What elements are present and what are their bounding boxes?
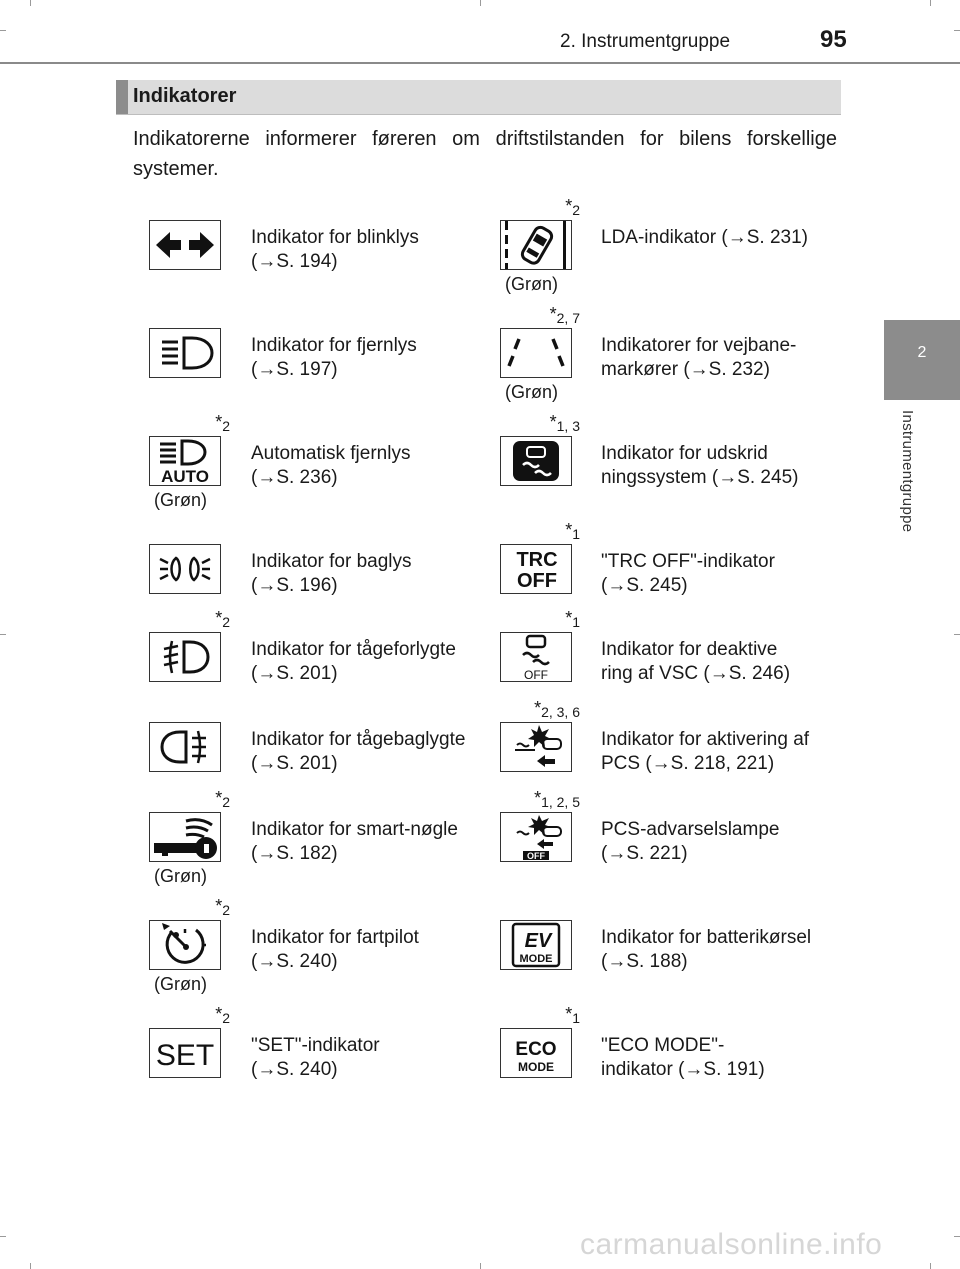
footnote-star: * — [215, 1004, 223, 1024]
icon-label: ECO — [515, 1039, 557, 1060]
indicator-entry — [0, 196, 880, 308]
indicator-entry — [0, 788, 880, 900]
indicator-description: "TRC OFF"-indikator (→S. 245) — [601, 551, 775, 596]
lane-markers-icon — [500, 328, 572, 378]
lda-icon — [500, 220, 572, 270]
running-header: 2. Instrumentgruppe — [560, 31, 731, 52]
indicator-description: "ECO MODE"- indikator (→S. 191) — [601, 1035, 765, 1080]
icon-label: OFF — [524, 668, 548, 681]
footnote-marker — [565, 520, 580, 544]
footnote-numbers: 2 — [222, 418, 230, 434]
footnote-star: * — [215, 896, 223, 916]
eco-mode-icon-graphic — [501, 1029, 571, 1077]
slip-indicator-icon — [500, 436, 572, 486]
footnote-marker — [565, 1004, 580, 1028]
vsc-off-icon — [500, 632, 572, 682]
icon-label: AUTO — [161, 467, 209, 485]
indicator-entry — [0, 900, 880, 1008]
section-heading-bar — [116, 80, 128, 114]
lda-icon-graphic — [501, 221, 571, 269]
indicator-description: Indikator for smart-nøgle (→S. 182) — [251, 819, 458, 864]
lane-markers-icon-graphic — [501, 329, 571, 377]
crop-mark — [30, 1263, 31, 1269]
indicator-description: Automatisk fjernlys (→S. 236) — [251, 443, 411, 488]
ev-mode-icon — [500, 920, 572, 970]
indicator-description: Indikator for batterikørsel (→S. 188) — [601, 927, 812, 972]
crop-mark — [930, 1263, 931, 1269]
indicator-description: Indikator for tågeforlygte (→S. 201) — [251, 639, 456, 684]
pcs-off-icon-graphic — [501, 723, 571, 771]
header-rule — [0, 62, 960, 64]
slip-indicator-icon-graphic — [501, 437, 571, 485]
indicator-description: Indikator for blinklys (→S. 194) — [251, 227, 419, 272]
color-label: (Grøn) — [154, 974, 207, 994]
indicator-description: Indikatorer for vejbane- markører (→S. 232) — [601, 335, 797, 380]
footnote-numbers: 1 — [572, 614, 580, 630]
color-label: (Grøn) — [154, 866, 207, 886]
intro-paragraph: Indikatorerne informerer føreren om driftstilstanden for bilens forskellige systemer. — [133, 128, 837, 180]
footnote-numbers: 2, 3, 6 — [541, 704, 580, 720]
chapter-tab[interactable] — [884, 320, 960, 400]
crop-mark — [30, 0, 31, 6]
footnote-star: * — [534, 788, 542, 808]
chapter-tab-number: 2 — [917, 344, 927, 361]
footnote-star: * — [549, 304, 557, 324]
vsc-off-icon-graphic — [501, 633, 571, 681]
indicator-description: "SET"-indikator (→S. 240) — [251, 1035, 380, 1080]
footnote-numbers: 2 — [222, 614, 230, 630]
section-heading — [116, 80, 841, 115]
footnote-numbers: 2 — [222, 794, 230, 810]
color-label: (Grøn) — [505, 274, 558, 294]
trc-off-icon-graphic — [501, 545, 571, 593]
footnote-numbers: 1 — [572, 1010, 580, 1026]
icon-label: OFF — [527, 851, 545, 861]
icon-label: OFF — [517, 570, 557, 592]
indicator-description: Indikator for aktivering af PCS (→S. 218, 221) — [601, 729, 810, 774]
indicator-entry — [0, 1004, 880, 1116]
footnote-marker — [534, 698, 580, 722]
footnote-numbers: 2, 7 — [556, 310, 580, 326]
footnote-numbers: 1, 3 — [556, 418, 580, 434]
indicator-description: Indikator for udskrid ningssystem (→S. 245) — [601, 443, 799, 488]
footnote-star: * — [565, 1004, 573, 1024]
section-heading-text: Indikatorer — [133, 85, 237, 107]
watermark: carmanualsonline.info — [580, 1228, 883, 1261]
footnote-marker — [565, 196, 580, 220]
footnote-star: * — [215, 788, 223, 808]
crop-mark — [954, 634, 960, 635]
crop-mark — [954, 1236, 960, 1237]
footnote-marker — [550, 412, 580, 436]
color-label: (Grøn) — [505, 382, 558, 402]
footnote-numbers: 2 — [222, 902, 230, 918]
pcs-warning-icon-graphic — [501, 813, 571, 861]
trc-off-icon — [500, 544, 572, 594]
crop-mark — [930, 0, 931, 6]
footnote-star: * — [565, 608, 573, 628]
color-label: (Grøn) — [154, 490, 207, 510]
icon-label: MODE — [518, 1060, 554, 1074]
footnote-star: * — [549, 412, 557, 432]
indicator-description: Indikator for tågebaglygte (→S. 201) — [251, 729, 466, 774]
footnote-numbers: 2 — [222, 1010, 230, 1026]
crop-mark — [480, 1263, 481, 1269]
icon-label: MODE — [519, 953, 553, 965]
pcs-warning-icon — [500, 812, 572, 862]
footnote-star: * — [215, 608, 223, 628]
chapter-tab-label: Instrumentgruppe — [899, 410, 916, 533]
footnote-marker — [534, 788, 580, 812]
indicator-description: PCS-advarselslampe (→S. 221) — [601, 819, 780, 864]
eco-mode-icon — [500, 1028, 572, 1078]
footnote-star: * — [215, 412, 223, 432]
footnote-marker — [565, 608, 580, 632]
indicator-entry — [0, 304, 880, 416]
ev-mode-icon-graphic — [501, 921, 571, 969]
indicator-description: Indikator for deaktive ring af VSC (→S. 246) — [601, 639, 791, 684]
indicator-entry — [0, 412, 880, 524]
page-number: 95 — [820, 26, 847, 53]
pcs-off-icon — [500, 722, 572, 772]
footnote-star: * — [565, 196, 573, 216]
indicator-description: Indikator for fjernlys (→S. 197) — [251, 335, 417, 380]
footnote-numbers: 1 — [572, 526, 580, 542]
indicator-description: Indikator for fartpilot (→S. 240) — [251, 927, 419, 972]
footnote-star: * — [565, 520, 573, 540]
icon-label: SET — [155, 1039, 215, 1072]
crop-mark — [480, 0, 481, 6]
footnote-numbers: 1, 2, 5 — [541, 794, 580, 810]
icon-label: EV — [524, 930, 552, 952]
crop-mark — [0, 1236, 6, 1237]
crop-mark — [954, 30, 960, 31]
footnote-marker — [550, 304, 580, 328]
footnote-star: * — [534, 698, 542, 718]
crop-mark — [0, 30, 6, 31]
indicator-description: LDA-indikator (→S. 231) — [601, 227, 808, 248]
indicator-description: Indikator for baglys (→S. 196) — [251, 551, 412, 596]
footnote-numbers: 2 — [572, 202, 580, 218]
icon-label: TRC — [516, 549, 558, 571]
